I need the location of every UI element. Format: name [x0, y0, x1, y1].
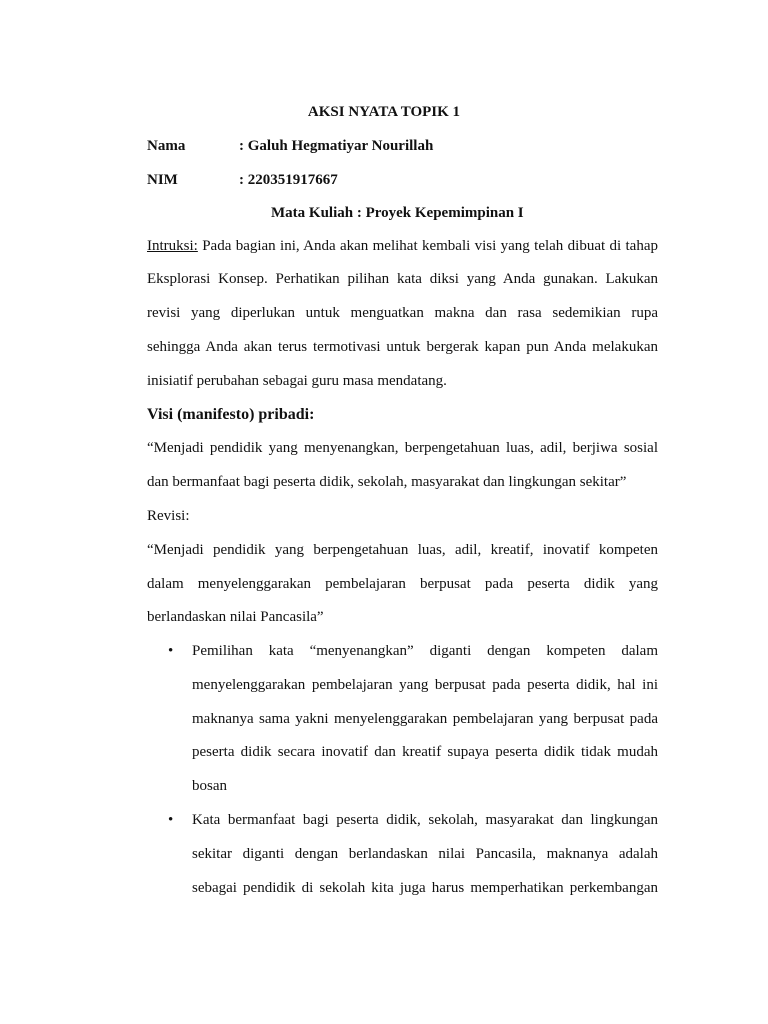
bullet-2-line-3: sebagai pendidik di sekolah kita juga harus memperhatikan perkembangan: [192, 880, 658, 896]
nama-value: : Galuh Hegmatiyar Nourillah: [239, 138, 434, 154]
nim-label: NIM: [147, 172, 178, 188]
revisi-label: Revisi:: [147, 508, 190, 524]
bullet-2-marker: •: [168, 812, 174, 828]
visi-line-2: dan bermanfaat bagi peserta didik, sekolah, masyarakat dan lingkungan sekitar”: [147, 474, 627, 490]
instruksi-line-1: [147, 236, 658, 256]
instruksi-line-5: inisiatif perubahan sebagai guru masa mendatang.: [147, 373, 447, 389]
bullet-2-line-2: sekitar diganti dengan berlandaskan nilai Pancasila, maknanya adalah: [192, 846, 658, 862]
visi-line-1: “Menjadi pendidik yang menyenangkan, berpengetahuan luas, adil, berjiwa sosial: [147, 440, 658, 456]
bullet-1-marker: •: [168, 643, 174, 659]
instruksi-line-3: revisi yang diperlukan untuk menguatkan makna dan rasa sedemikian rupa: [147, 305, 658, 321]
instruksi-line-2: Eksplorasi Konsep. Perhatikan pilihan kata diksi yang Anda gunakan. Lakukan: [147, 271, 658, 287]
instruksi-label: Intruksi:: [147, 238, 198, 254]
nama-label: Nama: [147, 138, 186, 154]
instruksi-text: Pada bagian ini, Anda akan melihat kembali visi yang telah dibuat di tahap: [197, 238, 658, 254]
revisi-line-1: “Menjadi pendidik yang berpengetahuan luas, adil, kreatif, inovatif kompeten: [147, 542, 658, 558]
revisi-line-3: berlandaskan nilai Pancasila”: [147, 609, 324, 625]
bullet-1-line-5: bosan: [192, 778, 227, 794]
mata-kuliah: Mata Kuliah : Proyek Kepemimpinan I: [271, 205, 524, 221]
nim-value: : 220351917667: [239, 172, 338, 188]
instruksi-line-4: sehingga Anda akan terus termotivasi untuk bergerak kapan pun Anda melakukan: [147, 339, 658, 355]
bullet-1-line-4: peserta didik secara inovatif dan kreatif supaya peserta didik tidak mudah: [192, 744, 658, 760]
bullet-1-line-2: menyelenggarakan pembelajaran yang berpusat pada peserta didik, hal ini: [192, 677, 658, 693]
bullet-1-line-3: maknanya sama yakni menyelenggarakan pembelajaran yang berpusat pada: [192, 711, 658, 727]
revisi-line-2: dalam menyelenggarakan pembelajaran berpusat pada peserta didik yang: [147, 576, 658, 592]
bullet-2-line-1: Kata bermanfaat bagi peserta didik, sekolah, masyarakat dan lingkungan: [192, 812, 658, 828]
document-title: AKSI NYATA TOPIK 1: [307, 104, 461, 120]
bullet-1-line-1: Pemilihan kata “menyenangkan” diganti dengan kompeten dalam: [192, 643, 658, 659]
visi-heading: Visi (manifesto) pribadi:: [147, 406, 315, 423]
